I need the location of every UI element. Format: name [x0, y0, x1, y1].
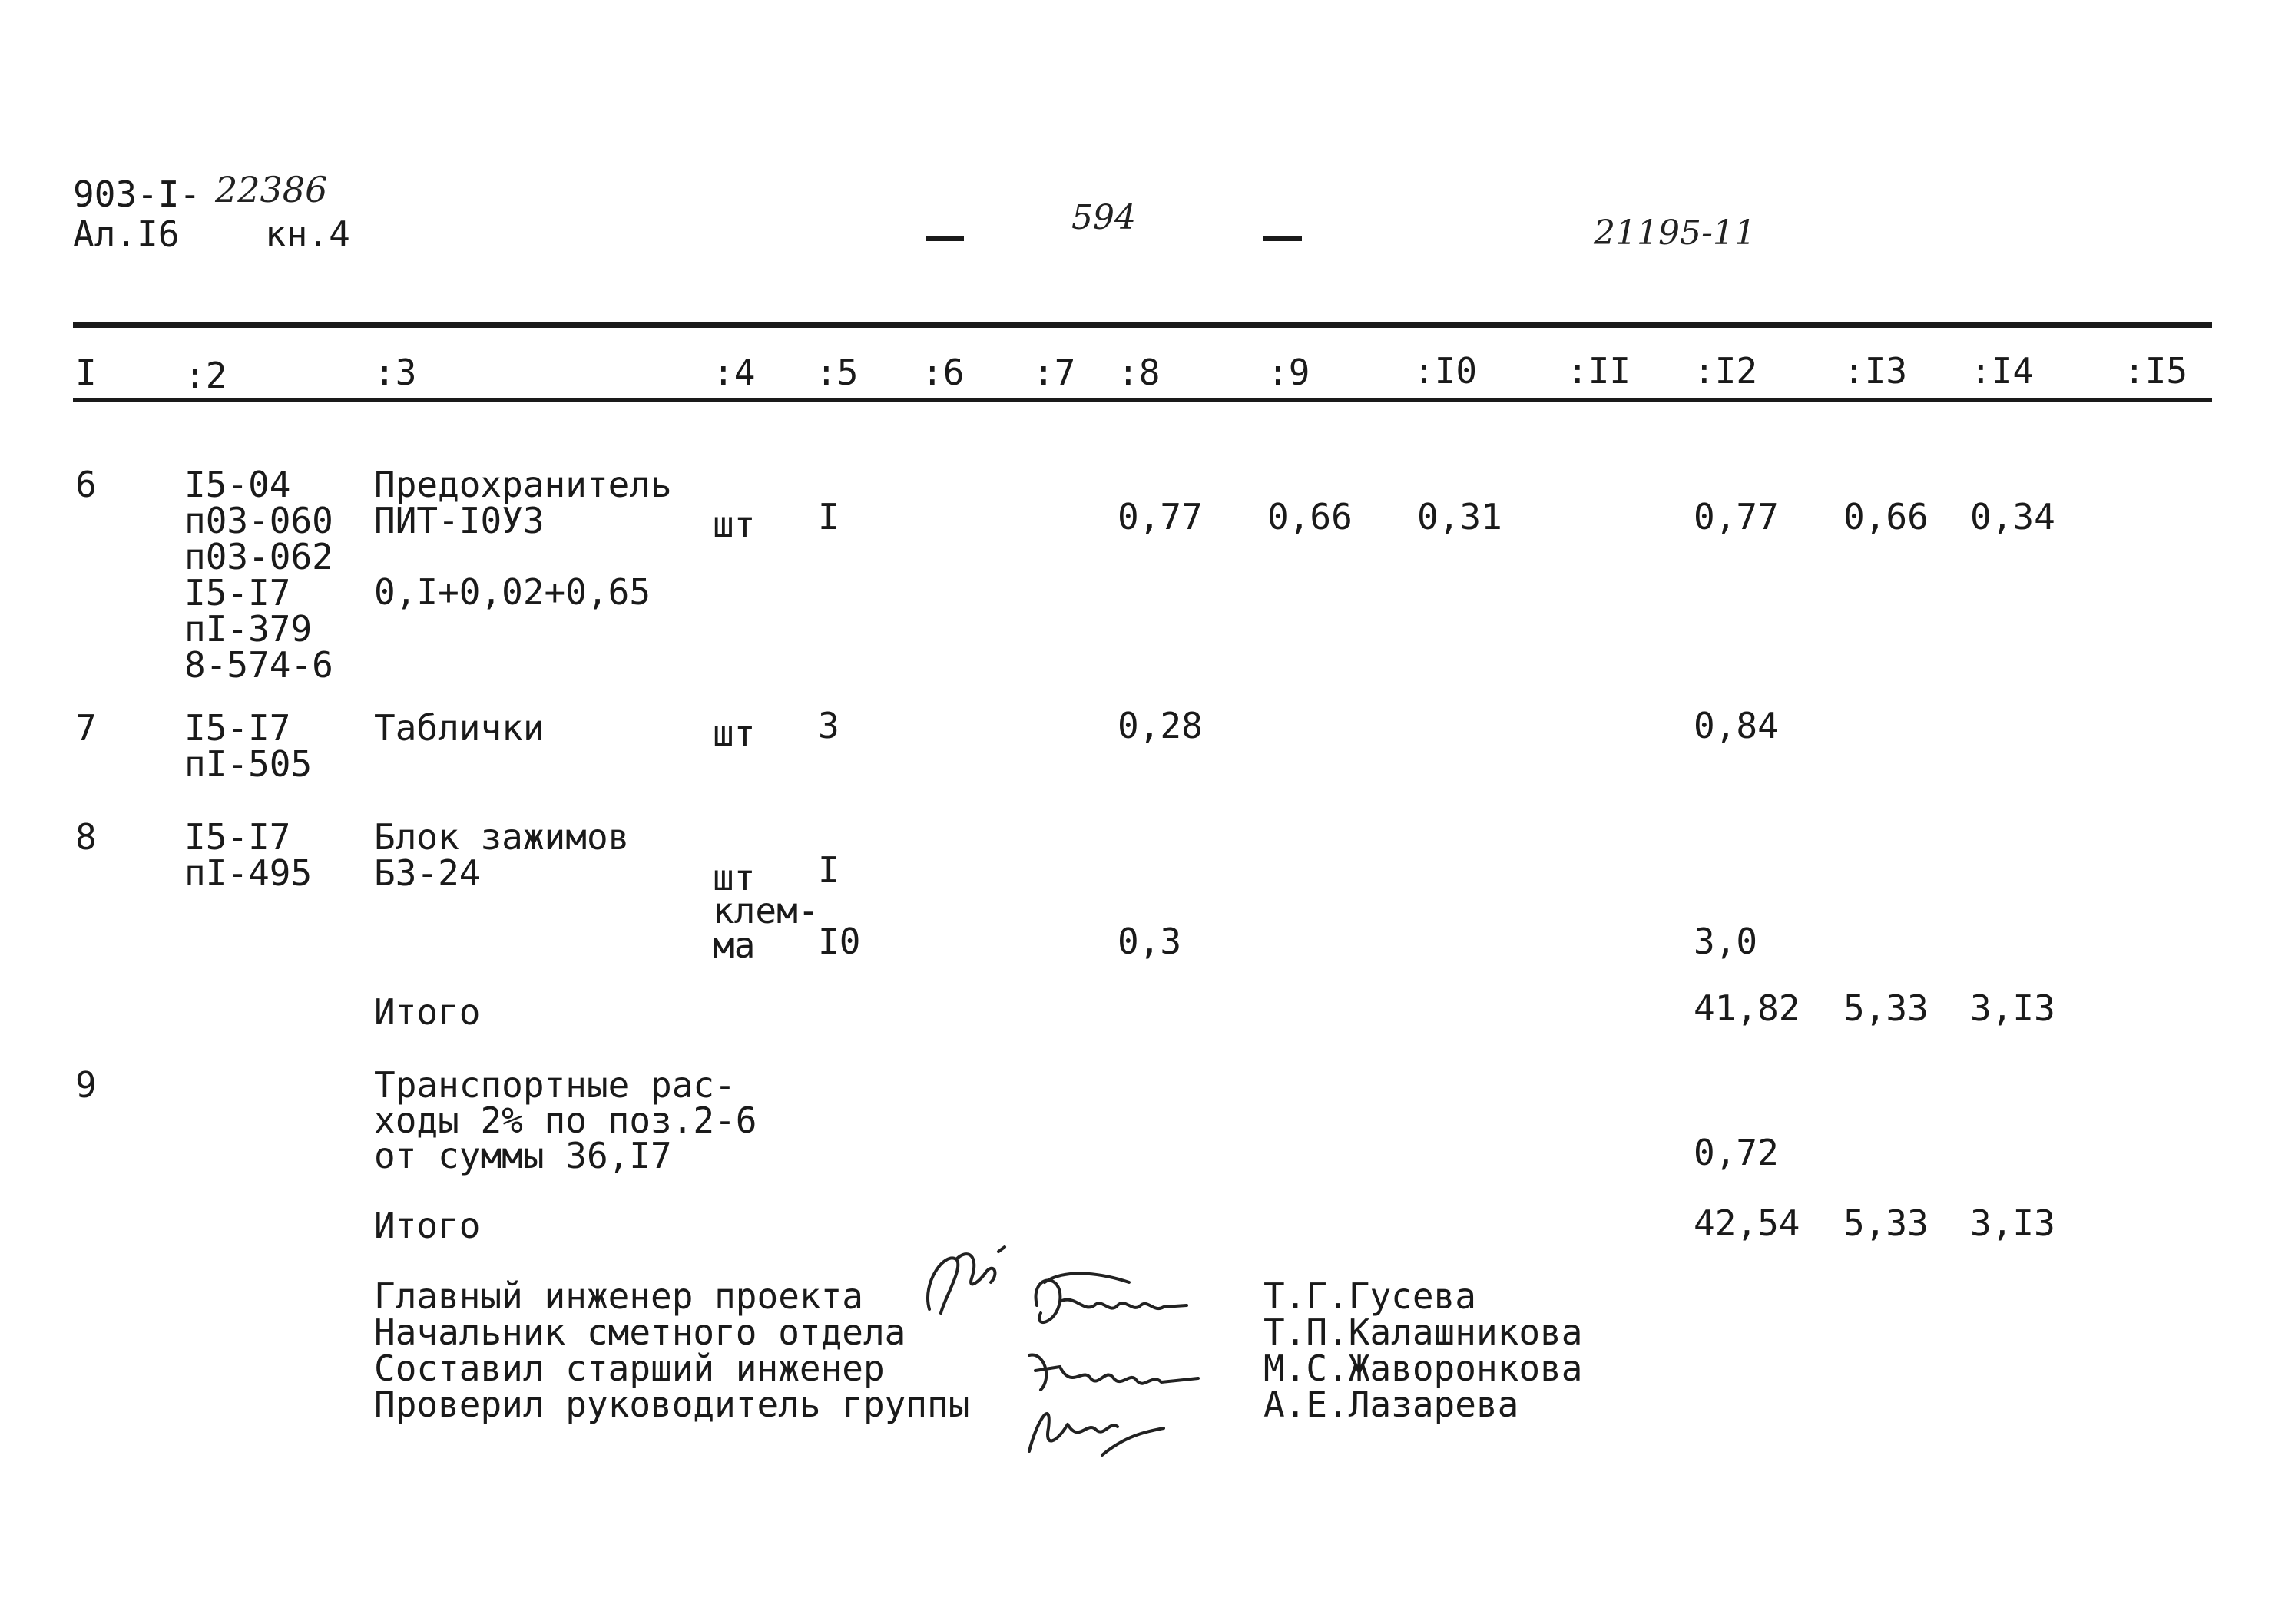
handwritten-signature [914, 1236, 1022, 1328]
book-number: кн.4 [265, 213, 350, 255]
subtotal-col12: 41,82 [1694, 987, 1800, 1029]
handwritten-signature [1022, 1259, 1198, 1344]
subtotal-col12: 42,54 [1694, 1202, 1800, 1244]
row-unit: клем- [713, 890, 820, 931]
row-col12: 0,84 [1694, 705, 1779, 746]
col-header: :9 [1267, 352, 1310, 393]
row-name: Предохранитель [374, 464, 672, 505]
handwritten-signature [1010, 1390, 1179, 1463]
row-unit: шт [713, 713, 756, 754]
col-header: :7 [1033, 352, 1076, 393]
header-bottom-rule [73, 398, 2212, 402]
row-code: п03-060 [184, 500, 333, 541]
row-unit: шт [713, 504, 756, 545]
subtotal-label: Итого [374, 991, 481, 1033]
col-header: :I3 [1843, 350, 1908, 392]
row-col9: 0,66 [1267, 496, 1353, 537]
row-name: Таблички [374, 707, 545, 749]
album-number: Ал.I6 [73, 213, 180, 255]
signature-name: А.Е.Лазарева [1263, 1384, 1519, 1425]
handwritten-number-1: 594 [1071, 198, 1136, 237]
dash-mark [926, 236, 964, 241]
row-number: 8 [75, 816, 97, 858]
col-header: :2 [184, 355, 227, 396]
header-top-rule [73, 322, 2212, 328]
row-col12: 3,0 [1694, 921, 1758, 962]
row-name: Блок зажимов [374, 816, 630, 858]
row-unit: ма [713, 924, 756, 966]
subtotal-col14: 3,I3 [1970, 1202, 2055, 1244]
subtotal-col13: 5,33 [1843, 1202, 1929, 1244]
row-code: 8-574-6 [184, 644, 333, 686]
row-code: I5-I7 [184, 707, 291, 749]
row-unit: шт [713, 857, 756, 898]
row-col8: 0,3 [1118, 921, 1182, 962]
row-col8: 0,28 [1118, 705, 1203, 746]
col-header: :I4 [1970, 350, 2035, 392]
col-header: :8 [1118, 352, 1161, 393]
handwritten-number-2: 21195-11 [1594, 213, 1756, 253]
row-col12: 0,77 [1694, 496, 1779, 537]
col-header: :3 [374, 352, 417, 393]
row-name: от суммы 36,I7 [374, 1135, 672, 1176]
signature-name: М.С.Жаворонкова [1263, 1348, 1583, 1389]
row-qty: I0 [818, 921, 861, 962]
row-col12: 0,72 [1694, 1132, 1779, 1173]
row-code: п03-062 [184, 536, 333, 577]
row-col10: 0,31 [1417, 496, 1502, 537]
row-col14: 0,34 [1970, 496, 2055, 537]
dash-mark [1263, 236, 1302, 241]
col-header: :I5 [2124, 350, 2188, 392]
row-code: I5-I7 [184, 816, 291, 858]
col-header: :6 [922, 352, 965, 393]
col-header: :II [1567, 350, 1631, 392]
row-qty: 3 [818, 705, 839, 746]
col-header-1: I [75, 352, 97, 393]
signature-name: Т.Г.Гусева [1263, 1275, 1476, 1317]
row-qty: I [818, 496, 839, 537]
signature-role: Составил старший инженер [374, 1348, 885, 1389]
signature-role: Проверил руководитель группы [374, 1384, 970, 1425]
row-number: 7 [75, 707, 97, 749]
row-name: ПИТ-I0У3 [374, 500, 545, 541]
row-code: пI-379 [184, 608, 313, 650]
signature-name: Т.П.Калашникова [1263, 1311, 1583, 1353]
col-header: :I2 [1694, 350, 1758, 392]
row-qty: I [818, 849, 839, 891]
row-col8: 0,77 [1118, 496, 1203, 537]
doc-code: 903-I- [73, 174, 201, 215]
row-code: I5-04 [184, 464, 291, 505]
doc-code-handwritten: 22386 [215, 169, 328, 210]
signature-role: Главный инженер проекта [374, 1275, 863, 1317]
col-header: :5 [816, 352, 859, 393]
col-header: :I0 [1413, 350, 1478, 392]
row-name: Транспортные рас- [374, 1064, 736, 1106]
col-header: :4 [713, 352, 756, 393]
row-code: I5-I7 [184, 572, 291, 614]
row-number: 9 [75, 1064, 97, 1106]
row-code: пI-495 [184, 852, 313, 894]
row-code: пI-505 [184, 743, 313, 785]
subtotal-label: Итого [374, 1205, 481, 1246]
row-number: 6 [75, 464, 97, 505]
row-name: ходы 2% по поз.2-6 [374, 1100, 757, 1141]
row-name: Б3-24 [374, 852, 481, 894]
row-col13: 0,66 [1843, 496, 1929, 537]
row-formula: 0,I+0,02+0,65 [374, 571, 651, 613]
signature-role: Начальник сметного отдела [374, 1311, 906, 1353]
subtotal-col14: 3,I3 [1970, 987, 2055, 1029]
subtotal-col13: 5,33 [1843, 987, 1929, 1029]
